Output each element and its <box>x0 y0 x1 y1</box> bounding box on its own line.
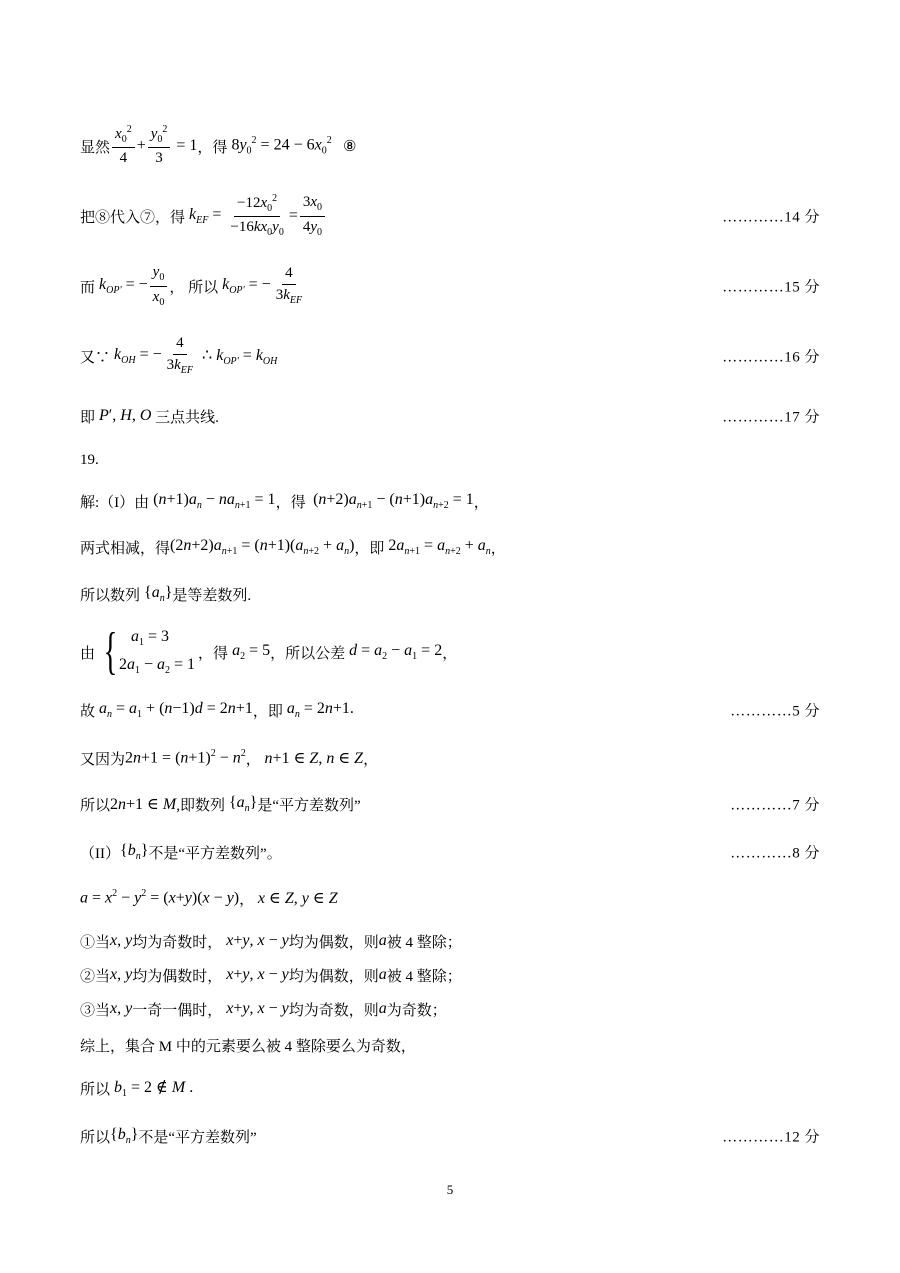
score-label: …………5 分 <box>730 703 820 720</box>
score-label: …………8 分 <box>730 845 820 862</box>
line-9 <box>80 580 820 608</box>
line-20-content: 所以 $b_1 = 2$ ∉ M . <box>80 1078 194 1100</box>
line-11 <box>80 696 820 724</box>
line-19 <box>80 1032 820 1058</box>
line-2 <box>80 192 820 238</box>
line-14-content: （II） $\{b_n\}$ 不是“平方差数列”。 <box>80 841 282 863</box>
line-5 <box>80 402 820 430</box>
line-15 <box>80 884 820 912</box>
line-17 <box>80 962 820 988</box>
line-17-content: ②当 x, y 均为偶数时， x+y, x − y 均为偶数，则 a 被 4 整除； <box>80 966 462 985</box>
line-7 <box>80 487 820 515</box>
line-1 <box>80 123 820 167</box>
line-12-content: 又因为 $2n+1 = (n+1)^2 - n^2$ ， n+1 ∈ Z, n ∈ Z ， <box>80 748 379 768</box>
line-7-content: 解:（I）由 $(n+1)a_n - na_{n+1} = 1$ ，得 $(n+2)a_{n+1} - (n+1)a_{n+2} = 1$ ， <box>80 490 489 512</box>
line-10-content: 由 { $a_1 = 3$ $2a_1 - a_2 = 1$ ，得 $a_2 = 5$ ，所以公差 $d = a_2 - a_1 = 2$ ， <box>80 623 458 680</box>
line-2-content: 把⑧代入⑦，得 $k_{EF}$ = $\frac{-12x_0^2}{-16kx_0y_0}$ = $\frac{3x_0}{4y_0}$ <box>80 193 820 240</box>
line-11-content: 故 $a_n = a_1 + (n-1)d = 2n+1$ ，即 $a_n = 2n+1$. <box>80 699 354 721</box>
line-9-content: 所以数列 $\{a_n\}$ 是等差数列. <box>80 583 252 605</box>
line-4-content: 又∵ $k_{OH}$ = − $\frac{4}{3k_{EF}}$ ∴ $k_{OP'} = k_{OH}$ <box>80 335 278 377</box>
score-label: …………12 分 <box>722 1129 820 1146</box>
line-16-content: ①当 x, y 均为奇数时， x+y, x − y 均为偶数，则 a 被 4 整除； <box>80 932 462 951</box>
line-6 <box>80 447 820 473</box>
problem-number: 19. <box>80 451 99 468</box>
line-14 <box>80 838 820 866</box>
line-19-content: 综上，集合 M 中的元素要么被 4 整除要么为奇数， <box>80 1038 416 1055</box>
line-12 <box>80 744 820 772</box>
line-8-content: 两式相减，得 $(2n+2)a_{n+1} = (n+1)(a_{n+2} + a_n)$ ，即 $2a_{n+1} = a_{n+2} + a_n$ ， <box>80 536 506 558</box>
line-16 <box>80 928 820 954</box>
line-1-content: 显然 $\frac{x_0^2}{4}$ + $\frac{y_0^2}{3}$ = 1 ，得 $8y_0^2 = 24 - 6x_0^2$ ⑧ <box>80 123 357 167</box>
score-label: …………14 分 <box>722 209 820 226</box>
score-label: …………7 分 <box>730 797 820 814</box>
equation-system: { $a_1 = 3$ $2a_1 - a_2 = 1$ <box>103 623 196 680</box>
line-21 <box>80 1122 820 1150</box>
line-18-content: ③当 x, y 一奇一偶时， x+y, x − y 均为奇数，则 a 为奇数； <box>80 1000 447 1019</box>
score-label: …………15 分 <box>722 279 820 296</box>
score-label: …………17 分 <box>722 409 820 426</box>
line-8 <box>80 533 820 561</box>
line-15-content: $a = x^2 - y^2 = (x+y)(x - y)$ ， x ∈ Z, y ∈ Z <box>80 888 338 908</box>
line-20 <box>80 1074 820 1102</box>
line-3-content: 而 $k_{OP'}$ = − $\frac{y_0}{x_0}$ ， 所以 $k_{OP'}$ = − $\frac{4}{3k_{EF}}$ <box>80 264 303 308</box>
line-4 <box>80 336 820 376</box>
score-label: …………16 分 <box>722 349 820 366</box>
line-18 <box>80 996 820 1022</box>
line-10 <box>80 624 820 680</box>
line-21-content: 所以 $\{b_n\}$ 不是“平方差数列” <box>80 1125 257 1147</box>
page-number: 5 <box>446 1182 454 1197</box>
line-5-content: 即 P′, H, O 三点共线. <box>80 407 219 426</box>
line-3 <box>80 266 820 306</box>
line-13 <box>80 790 820 818</box>
line-13-content: 所以 2n+1 ∈ M ,即数列 $\{a_n\}$ 是“平方差数列” <box>80 793 361 815</box>
